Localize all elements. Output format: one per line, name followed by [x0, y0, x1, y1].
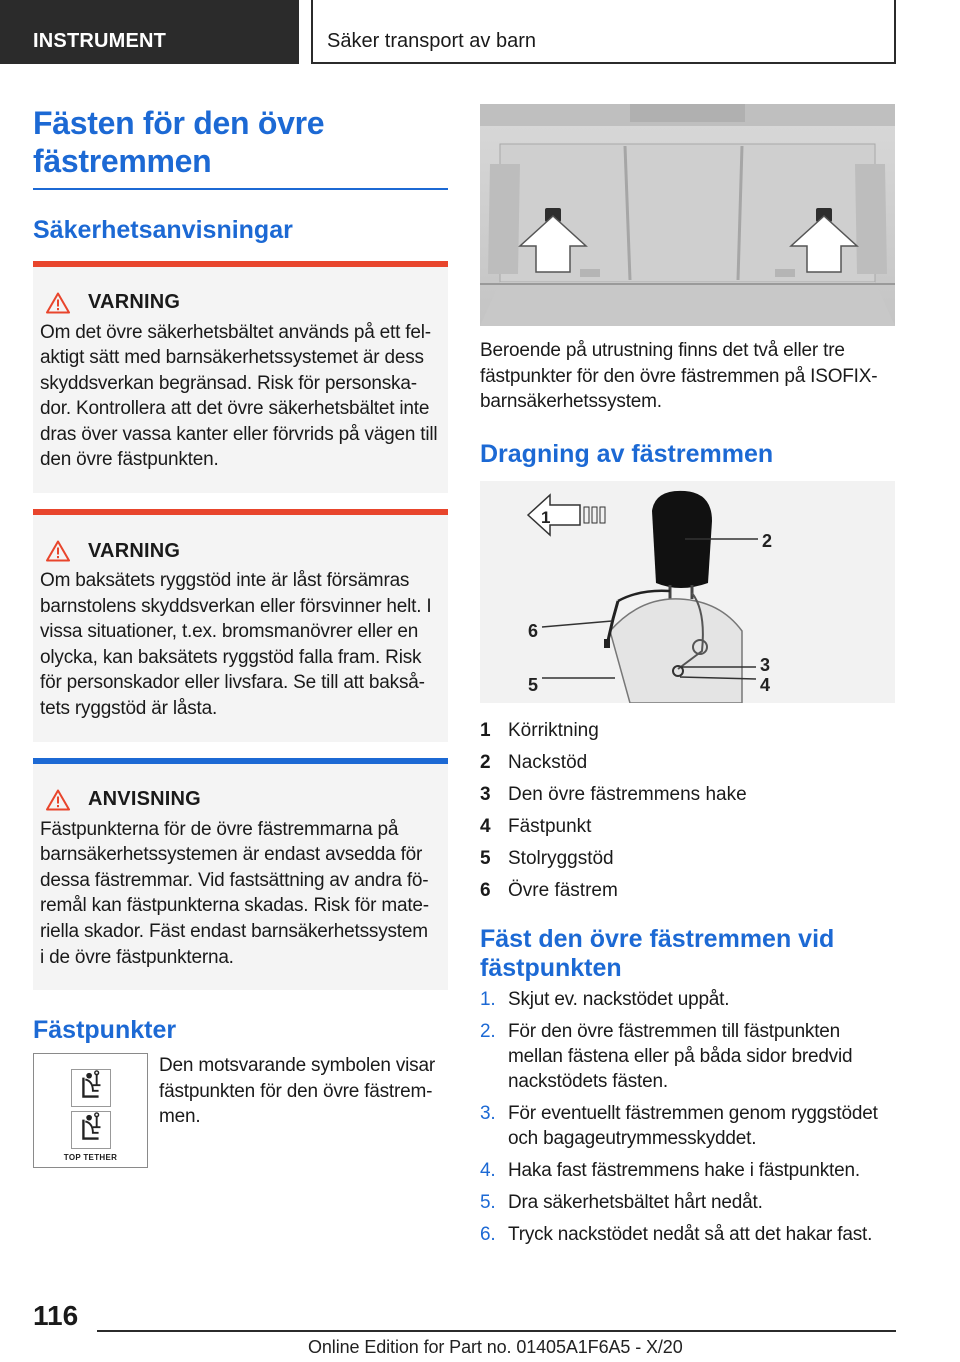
- notice-triangle-icon: [46, 789, 70, 811]
- step-item: 2. För den övre fästremmen till fästpunkten mellan fästena eller på båda sidor bredvid nackstödets fästen.: [480, 1020, 853, 1092]
- legend-item: 5 Stolryggstöd: [480, 847, 614, 869]
- diagram-label-3: 3: [760, 654, 771, 675]
- anchor-symbol-row: [33, 1053, 448, 1183]
- title-divider: [33, 188, 448, 190]
- notice-text: Fästpunkterna för de övre fästremmarna på barnsäkerhetssystemen är endast avsedda för dessa fästremmar. Vid fastsättning av andra fö- remål kan fästpunkterna skadas. Risk för mate- riella skador. Fäst endast barnsäkerhetssystem i de övre fästpunkterna.: [40, 818, 429, 968]
- top-tether-symbol-image: [33, 1053, 148, 1168]
- diagram-label-4: 4: [760, 674, 771, 695]
- header-section-tab: [0, 0, 299, 64]
- legend-item: 4 Fästpunkt: [480, 815, 592, 837]
- diagram-label-6: 6: [528, 620, 539, 641]
- footer-divider: [97, 1330, 896, 1332]
- header-chapter-label: Säker transport av barn: [327, 30, 536, 52]
- legend-item: 1 Körriktning: [480, 719, 599, 741]
- header-chapter-tab: [311, 0, 896, 64]
- diagram-label-1: 1: [541, 507, 551, 527]
- symbol-caption: TOP TETHER: [63, 1153, 118, 1163]
- page-title: Fästen för den övre fästremmen: [33, 105, 325, 179]
- step-item: 5. Dra säkerhetsbältet hårt nedåt.: [480, 1191, 763, 1213]
- legend-item: 6 Övre fästrem: [480, 879, 618, 901]
- warning-label: VARNING: [88, 291, 181, 313]
- warning-text: Om baksätets ryggstöd inte är låst försämras barnstolens skyddsverkan eller försvinner helt. I vissa situationer, t.ex. bromsmanövrer eller en olycka, kan baksätets ryggstöd falla fram. Risk för personskador eller livsfara. Se till att bakså- tets ryggstöd är låsta.: [40, 570, 432, 720]
- safety-heading: Säkerhetsanvisningar: [33, 215, 293, 244]
- child-seat-anchor-icon: [71, 1111, 111, 1149]
- notice-box: [33, 758, 448, 991]
- diagram-label-5: 5: [528, 674, 539, 695]
- legend-item: 3 Den övre fästremmens hake: [480, 783, 747, 805]
- step-item: 1. Skjut ev. nackstödet uppåt.: [480, 988, 730, 1010]
- header-section-label: INSTRUMENT: [33, 30, 167, 52]
- child-seat-anchor-icon: [71, 1069, 111, 1107]
- symbol-description: Den motsvarande symbolen visar fästpunkten för den övre fästrem- men.: [159, 1055, 435, 1128]
- legend-item: 2 Nackstöd: [480, 751, 588, 773]
- cargo-area-photo: [480, 104, 895, 326]
- step-item: 3. För eventuellt fästremmen genom ryggstödet och bagageutrymmesskyddet.: [480, 1102, 878, 1149]
- step-item: 6. Tryck nackstödet nedåt så att det hakar fast.: [480, 1223, 873, 1245]
- warning-triangle-icon: [46, 292, 70, 314]
- routing-heading: Dragning av fästremmen: [480, 439, 774, 468]
- warning-box-1: [33, 261, 448, 494]
- intro-paragraph: Beroende på utrustning finns det två eller tre fästpunkter för den övre fästremmen på ISOFIX- barnsäkerhetssystem.: [480, 340, 878, 413]
- warning-label: VARNING: [88, 539, 181, 562]
- warning-triangle-icon: [46, 540, 70, 562]
- footer-edition: Online Edition for Part no. 01405A1F6A5 - X/20: [308, 1337, 683, 1357]
- attach-steps: [480, 987, 895, 1247]
- warning-text: Om det övre säkerhetsbältet används på ett fel- aktigt sätt med barnsäkerhetssystemet är dess skyddsverkan begränsad. Risk för personska- dor. Kontrollera att det övre säkerhetsbältet inte dras över vassa kanter eller förvrids på vägen till den övre fästpunkten.: [40, 321, 438, 471]
- notice-label: ANVISNING: [88, 788, 201, 811]
- page-number: 116: [33, 1300, 79, 1331]
- warning-box-2: [33, 509, 448, 742]
- attach-heading: Fäst den övre fästremmen vid fästpunkten: [480, 924, 835, 982]
- anchor-heading: Fästpunkter: [33, 1016, 177, 1045]
- diagram-legend: [480, 715, 895, 907]
- step-item: 4. Haka fast fästremmens hake i fästpunkten.: [480, 1159, 860, 1181]
- tether-routing-diagram: [480, 481, 895, 703]
- diagram-label-2: 2: [762, 530, 773, 551]
- right-column: [480, 104, 895, 1254]
- left-column: [33, 104, 448, 1183]
